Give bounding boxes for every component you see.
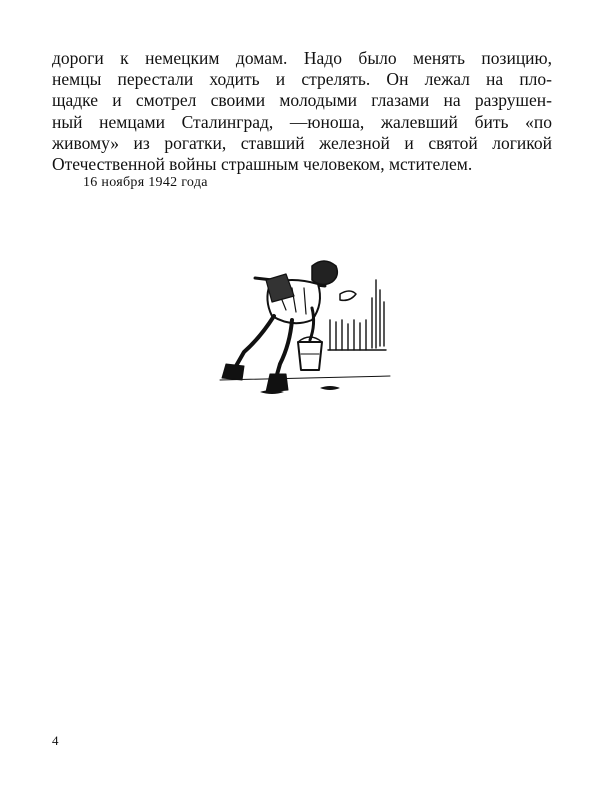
text-line: ный немцами Сталинград, —юноша, жалевший бить «по <box>52 111 552 132</box>
text-line: живому» из рогатки, ставший железной и святой логикой <box>52 132 552 153</box>
text-line: дороги к немецким домам. Надо было менять позицию, <box>52 48 552 68</box>
date-signature: 16 ноября 1942 года <box>83 175 208 190</box>
text-line: немцы перестали ходить и стрелять. Он лежал на пло- <box>52 69 552 90</box>
page-number: 4 <box>52 733 59 748</box>
text-line: Отечественной войны страшным человеком, мстителем. <box>52 154 473 175</box>
text-line: щадке и смотрел своими молодыми глазами на разрушен- <box>52 90 552 111</box>
soldier-sketch-icon <box>200 250 400 410</box>
body-paragraph <box>52 48 552 175</box>
soldier-illustration <box>200 250 400 410</box>
